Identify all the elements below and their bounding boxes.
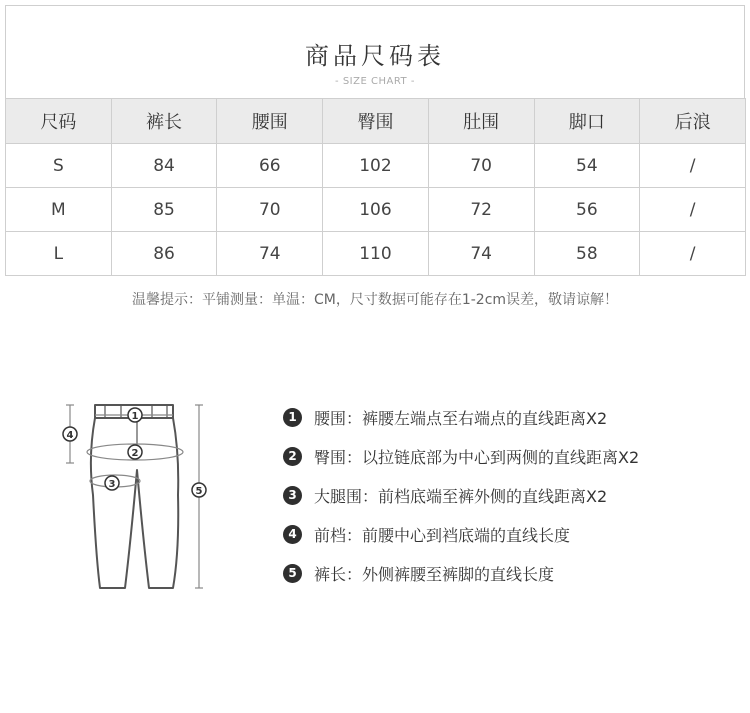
legend-item-waist (283, 405, 639, 429)
table-cell: 70 (428, 144, 534, 188)
table-cell: 74 (428, 232, 534, 276)
table-cell: 70 (217, 188, 323, 232)
marker-5 (192, 483, 206, 497)
legend-text: 大腿围：前档底端至裤外侧的直线距离X2 (314, 486, 608, 506)
measurement-legend (283, 405, 639, 600)
legend-text: 腰围：裤腰左端点至右端点的直线距离X2 (314, 408, 608, 428)
table-cell: 66 (217, 144, 323, 188)
table-cell: / (640, 188, 746, 232)
legend-text: 臀围：以拉链底部为中心到两侧的直线距离X2 (314, 447, 640, 467)
size-table (5, 98, 746, 276)
marker-3 (105, 476, 119, 490)
number-badge: 3 (283, 486, 302, 505)
svg-text:3: 3 (108, 479, 116, 490)
legend-text: 前档：前腰中心到裆底端的直线长度 (314, 525, 571, 545)
table-cell: 72 (428, 188, 534, 232)
measurement-note: 温馨提示：平铺测量：单温：CM，尺寸数据可能存在1-2cm误差，敬请谅解！ (131, 292, 619, 308)
chart-title: 商品尺码表 (305, 42, 445, 70)
size-chart-header (5, 5, 745, 98)
legend-item-length (283, 561, 639, 585)
table-cell: / (640, 232, 746, 276)
column-header: 后浪 (640, 99, 746, 144)
legend-text: 裤长：外侧裤腰至裤脚的直线长度 (314, 564, 555, 584)
table-cell: 86 (111, 232, 217, 276)
table-cell: M (6, 188, 112, 232)
number-badge: 2 (283, 447, 302, 466)
table-header-row (6, 99, 746, 144)
table-cell: 56 (534, 188, 640, 232)
pants-diagram (55, 395, 225, 600)
marker-1 (128, 408, 142, 422)
table-cell: 74 (217, 232, 323, 276)
column-header: 肚围 (428, 99, 534, 144)
table-cell: S (6, 144, 112, 188)
svg-text:5: 5 (195, 486, 203, 497)
column-header: 脚口 (534, 99, 640, 144)
table-row (6, 144, 746, 188)
table-cell: 110 (323, 232, 429, 276)
table-cell: / (640, 144, 746, 188)
column-header: 尺码 (6, 99, 112, 144)
legend-item-thigh (283, 483, 639, 507)
svg-text:4: 4 (66, 430, 74, 441)
table-cell: 106 (323, 188, 429, 232)
svg-text:2: 2 (131, 448, 139, 459)
number-badge: 4 (283, 525, 302, 544)
table-cell: L (6, 232, 112, 276)
table-cell: 102 (323, 144, 429, 188)
legend-item-front-rise (283, 522, 639, 546)
marker-2 (128, 445, 142, 459)
table-cell: 58 (534, 232, 640, 276)
table-cell: 85 (111, 188, 217, 232)
marker-4 (63, 427, 77, 441)
column-header: 腰围 (217, 99, 323, 144)
number-badge: 1 (283, 408, 302, 427)
svg-text:1: 1 (131, 411, 139, 422)
table-cell: 84 (111, 144, 217, 188)
column-header: 臀围 (323, 99, 429, 144)
chart-subtitle: - SIZE CHART - (335, 76, 415, 87)
table-row (6, 232, 746, 276)
table-cell: 54 (534, 144, 640, 188)
column-header: 裤长 (111, 99, 217, 144)
number-badge: 5 (283, 564, 302, 583)
table-row (6, 188, 746, 232)
legend-item-hip (283, 444, 639, 468)
